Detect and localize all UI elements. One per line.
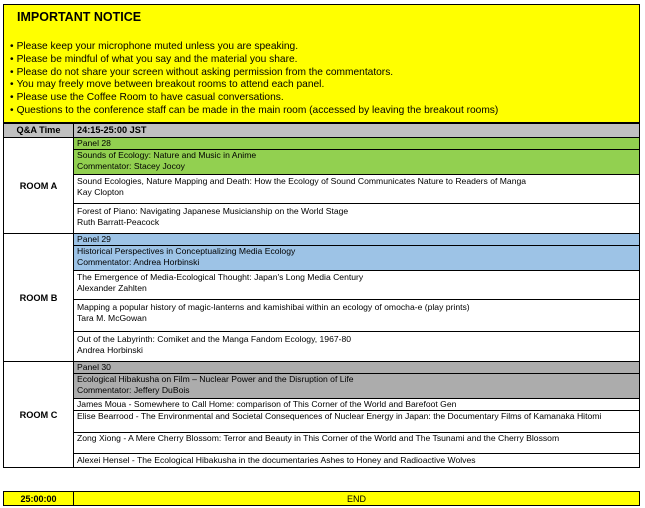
schedule-table <box>3 123 640 468</box>
notice-item: • Please do not share your screen without asking permission from the commentators. <box>10 67 498 80</box>
panel-number: Panel 29 <box>74 234 640 246</box>
notice-title: IMPORTANT NOTICE <box>17 10 142 24</box>
panel-theme-cell <box>74 246 640 271</box>
paper-cell <box>74 175 640 204</box>
paper-author: Kay Clopton <box>77 187 124 198</box>
paper-entry: Zong Xiong - A Mere Cherry Blossom: Terror and Beauty in This Corner of the World and The Tsunami and the Cherry Blossom <box>77 433 560 444</box>
table-row <box>4 362 640 374</box>
panel-commentator: Commentator: Andrea Horbinski <box>77 257 200 268</box>
panel-theme-cell <box>74 374 640 399</box>
paper-title: Forest of Piano: Navigating Japanese Musicianship on the World Stage <box>77 206 349 216</box>
paper-cell <box>74 204 640 234</box>
schedule-header-row <box>4 124 640 138</box>
panel-commentator: Commentator: Jeffery DuBois <box>77 385 190 396</box>
panel-number: Panel 30 <box>74 362 640 374</box>
panel-theme-cell <box>74 150 640 175</box>
end-time: 25:00:00 <box>4 492 74 506</box>
table-row <box>4 175 640 204</box>
paper-author: Tara M. McGowan <box>77 313 147 324</box>
qa-time-value: 24:15-25:00 JST <box>74 124 640 138</box>
table-row <box>4 411 640 433</box>
notice-item: • You may freely move between breakout rooms to attend each panel. <box>10 79 498 92</box>
notice-list <box>10 41 498 118</box>
panel-number: Panel 28 <box>74 138 640 150</box>
table-row <box>4 150 640 175</box>
paper-cell <box>74 433 640 454</box>
table-row <box>4 433 640 454</box>
notice-item: • Questions to the conference staff can be made in the main room (accessed by leaving the breakout rooms) <box>10 105 498 118</box>
paper-author: Alexander Zahlten <box>77 283 147 294</box>
notice-item: • Please keep your microphone muted unless you are speaking. <box>10 41 498 54</box>
paper-title: Out of the Labyrinth: Comiket and the Manga Fandom Ecology, 1967-80 <box>77 334 352 344</box>
end-row <box>4 492 640 506</box>
paper-author: Andrea Horbinski <box>77 345 143 356</box>
table-row <box>4 234 640 246</box>
notice-item: • Please use the Coffee Room to have casual conversations. <box>10 92 498 105</box>
end-label: END <box>74 492 640 506</box>
panel-theme-title: Sounds of Ecology: Nature and Music in Anime <box>77 150 257 160</box>
paper-cell <box>74 454 640 468</box>
table-row <box>4 138 640 150</box>
table-row <box>4 204 640 234</box>
paper-entry: James Moua - Somewhere to Call Home: comparison of This Corner of the World and Barefoot Gen <box>77 399 457 409</box>
table-row <box>4 246 640 271</box>
panel-theme-title: Ecological Hibakusha on Film – Nuclear Power and the Disruption of Life <box>77 374 354 384</box>
panel-theme-title: Historical Perspectives in Conceptualizing Media Ecology <box>77 246 296 256</box>
paper-cell <box>74 332 640 362</box>
table-row <box>4 300 640 332</box>
room-c-label: ROOM C <box>4 362 74 468</box>
qa-time-label: Q&A Time <box>4 124 74 138</box>
table-row <box>4 374 640 399</box>
table-row <box>4 454 640 468</box>
paper-title: Mapping a popular history of magic-lanterns and kamishibai within an ecology of omocha-e (play prints) <box>77 302 470 312</box>
important-notice <box>3 4 640 123</box>
paper-cell <box>74 300 640 332</box>
table-row <box>4 271 640 300</box>
room-a-label: ROOM A <box>4 138 74 234</box>
paper-cell <box>74 271 640 300</box>
paper-cell <box>74 411 640 433</box>
end-row-table <box>3 491 640 506</box>
paper-cell <box>74 399 640 411</box>
paper-title: The Emergence of Media-Ecological Thought: Japan's Long Media Century <box>77 272 364 282</box>
notice-item: • Please be mindful of what you say and the material you share. <box>10 54 498 67</box>
panel-commentator: Commentator: Stacey Jocoy <box>77 161 185 172</box>
paper-author: Ruth Barratt-Peacock <box>77 217 160 228</box>
paper-title: Sound Ecologies, Nature Mapping and Death: How the Ecology of Sound Communicates Nature to Readers of Manga <box>77 176 527 186</box>
paper-entry: Elise Bearrood - The Environmental and Societal Consequences of Nuclear Energy in Japan: the Documentary Films of Kamanaka Hitomi <box>77 411 602 422</box>
table-row <box>4 332 640 362</box>
table-row <box>4 399 640 411</box>
room-b-label: ROOM B <box>4 234 74 362</box>
paper-entry: Alexei Hensel - The Ecological Hibakusha in the documentaries Ashes to Honey and Radioactive Wolves <box>77 455 476 466</box>
